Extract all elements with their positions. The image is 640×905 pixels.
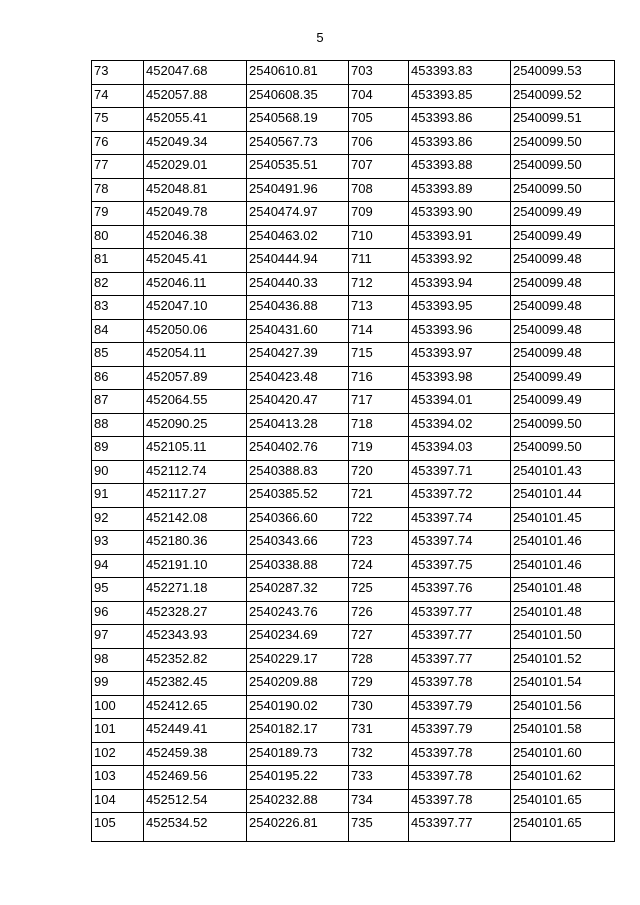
table-row (92, 507, 615, 531)
point-number-left-cell: 100 (92, 695, 144, 719)
table-row (92, 296, 615, 320)
x-coordinate-right-cell: 453397.78 (409, 789, 511, 813)
x-coordinate-right-cell: 453393.92 (409, 249, 511, 273)
point-number-left-cell: 96 (92, 601, 144, 625)
y-coordinate-left-cell: 2540431.60 (247, 319, 349, 343)
y-coordinate-left-cell: 2540385.52 (247, 484, 349, 508)
point-number-right-cell: 723 (349, 531, 409, 555)
y-coordinate-right-cell: 2540101.46 (511, 554, 615, 578)
x-coordinate-right-cell: 453393.96 (409, 319, 511, 343)
x-coordinate-left-cell: 452090.25 (144, 413, 247, 437)
y-coordinate-left-cell: 2540189.73 (247, 742, 349, 766)
y-coordinate-left-cell: 2540420.47 (247, 390, 349, 414)
x-coordinate-right-cell: 453397.78 (409, 766, 511, 790)
x-coordinate-right-cell: 453397.74 (409, 507, 511, 531)
x-coordinate-left-cell: 452191.10 (144, 554, 247, 578)
x-coordinate-right-cell: 453397.76 (409, 578, 511, 602)
y-coordinate-left-cell: 2540610.81 (247, 61, 349, 85)
x-coordinate-left-cell: 452029.01 (144, 155, 247, 179)
point-number-right-cell: 721 (349, 484, 409, 508)
x-coordinate-right-cell: 453397.77 (409, 648, 511, 672)
y-coordinate-left-cell: 2540427.39 (247, 343, 349, 367)
table-row (92, 766, 615, 790)
point-number-left-cell: 77 (92, 155, 144, 179)
table-row (92, 343, 615, 367)
table-row (92, 366, 615, 390)
point-number-right-cell: 711 (349, 249, 409, 273)
x-coordinate-left-cell: 452449.41 (144, 719, 247, 743)
x-coordinate-left-cell: 452057.88 (144, 84, 247, 108)
point-number-left-cell: 103 (92, 766, 144, 790)
x-coordinate-left-cell: 452046.11 (144, 272, 247, 296)
x-coordinate-left-cell: 452534.52 (144, 813, 247, 842)
y-coordinate-right-cell: 2540099.49 (511, 202, 615, 226)
y-coordinate-right-cell: 2540099.48 (511, 296, 615, 320)
x-coordinate-left-cell: 452328.27 (144, 601, 247, 625)
point-number-left-cell: 87 (92, 390, 144, 414)
y-coordinate-right-cell: 2540099.52 (511, 84, 615, 108)
y-coordinate-left-cell: 2540388.83 (247, 460, 349, 484)
x-coordinate-right-cell: 453393.94 (409, 272, 511, 296)
y-coordinate-left-cell: 2540568.19 (247, 108, 349, 132)
point-number-right-cell: 706 (349, 131, 409, 155)
x-coordinate-right-cell: 453397.72 (409, 484, 511, 508)
point-number-left-cell: 83 (92, 296, 144, 320)
x-coordinate-left-cell: 452382.45 (144, 672, 247, 696)
point-number-left-cell: 93 (92, 531, 144, 555)
point-number-right-cell: 732 (349, 742, 409, 766)
x-coordinate-left-cell: 452046.38 (144, 225, 247, 249)
point-number-right-cell: 714 (349, 319, 409, 343)
point-number-right-cell: 704 (349, 84, 409, 108)
point-number-right-cell: 715 (349, 343, 409, 367)
y-coordinate-right-cell: 2540099.48 (511, 319, 615, 343)
y-coordinate-left-cell: 2540343.66 (247, 531, 349, 555)
x-coordinate-right-cell: 453393.83 (409, 61, 511, 85)
x-coordinate-left-cell: 452050.06 (144, 319, 247, 343)
table-row (92, 202, 615, 226)
y-coordinate-left-cell: 2540190.02 (247, 695, 349, 719)
point-number-left-cell: 75 (92, 108, 144, 132)
point-number-right-cell: 733 (349, 766, 409, 790)
point-number-left-cell: 94 (92, 554, 144, 578)
point-number-left-cell: 102 (92, 742, 144, 766)
y-coordinate-right-cell: 2540101.60 (511, 742, 615, 766)
x-coordinate-right-cell: 453397.78 (409, 672, 511, 696)
table-row (92, 390, 615, 414)
y-coordinate-left-cell: 2540440.33 (247, 272, 349, 296)
point-number-right-cell: 716 (349, 366, 409, 390)
y-coordinate-left-cell: 2540229.17 (247, 648, 349, 672)
y-coordinate-left-cell: 2540209.88 (247, 672, 349, 696)
table-row (92, 672, 615, 696)
point-number-left-cell: 85 (92, 343, 144, 367)
x-coordinate-right-cell: 453397.79 (409, 719, 511, 743)
x-coordinate-right-cell: 453393.89 (409, 178, 511, 202)
y-coordinate-left-cell: 2540402.76 (247, 437, 349, 461)
point-number-left-cell: 80 (92, 225, 144, 249)
x-coordinate-left-cell: 452054.11 (144, 343, 247, 367)
table-row (92, 178, 615, 202)
x-coordinate-left-cell: 452142.08 (144, 507, 247, 531)
y-coordinate-right-cell: 2540099.53 (511, 61, 615, 85)
y-coordinate-left-cell: 2540474.97 (247, 202, 349, 226)
point-number-right-cell: 712 (349, 272, 409, 296)
point-number-right-cell: 724 (349, 554, 409, 578)
point-number-right-cell: 722 (349, 507, 409, 531)
x-coordinate-left-cell: 452117.27 (144, 484, 247, 508)
x-coordinate-left-cell: 452112.74 (144, 460, 247, 484)
table-row (92, 742, 615, 766)
y-coordinate-right-cell: 2540099.50 (511, 178, 615, 202)
point-number-left-cell: 99 (92, 672, 144, 696)
y-coordinate-left-cell: 2540608.35 (247, 84, 349, 108)
y-coordinate-right-cell: 2540099.48 (511, 272, 615, 296)
x-coordinate-left-cell: 452047.68 (144, 61, 247, 85)
coordinates-table-body (92, 61, 615, 842)
point-number-left-cell: 84 (92, 319, 144, 343)
page-number: 5 (316, 30, 324, 45)
x-coordinate-right-cell: 453397.78 (409, 742, 511, 766)
y-coordinate-right-cell: 2540101.62 (511, 766, 615, 790)
y-coordinate-left-cell: 2540444.94 (247, 249, 349, 273)
y-coordinate-left-cell: 2540338.88 (247, 554, 349, 578)
y-coordinate-left-cell: 2540366.60 (247, 507, 349, 531)
x-coordinate-right-cell: 453397.79 (409, 695, 511, 719)
table-row (92, 719, 615, 743)
table-row (92, 578, 615, 602)
x-coordinate-left-cell: 452352.82 (144, 648, 247, 672)
table-row (92, 789, 615, 813)
x-coordinate-right-cell: 453397.77 (409, 813, 511, 842)
y-coordinate-right-cell: 2540101.65 (511, 789, 615, 813)
point-number-left-cell: 98 (92, 648, 144, 672)
point-number-right-cell: 726 (349, 601, 409, 625)
table-row (92, 272, 615, 296)
x-coordinate-left-cell: 452048.81 (144, 178, 247, 202)
y-coordinate-left-cell: 2540413.28 (247, 413, 349, 437)
point-number-left-cell: 97 (92, 625, 144, 649)
table-row (92, 601, 615, 625)
point-number-left-cell: 78 (92, 178, 144, 202)
point-number-right-cell: 727 (349, 625, 409, 649)
x-coordinate-left-cell: 452343.93 (144, 625, 247, 649)
x-coordinate-left-cell: 452049.78 (144, 202, 247, 226)
y-coordinate-left-cell: 2540423.48 (247, 366, 349, 390)
y-coordinate-left-cell: 2540226.81 (247, 813, 349, 842)
point-number-right-cell: 729 (349, 672, 409, 696)
x-coordinate-right-cell: 453394.01 (409, 390, 511, 414)
y-coordinate-right-cell: 2540101.54 (511, 672, 615, 696)
y-coordinate-left-cell: 2540232.88 (247, 789, 349, 813)
x-coordinate-left-cell: 452180.36 (144, 531, 247, 555)
point-number-left-cell: 92 (92, 507, 144, 531)
point-number-left-cell: 90 (92, 460, 144, 484)
y-coordinate-right-cell: 2540101.45 (511, 507, 615, 531)
table-row (92, 61, 615, 85)
point-number-left-cell: 74 (92, 84, 144, 108)
y-coordinate-left-cell: 2540287.32 (247, 578, 349, 602)
table-row (92, 531, 615, 555)
point-number-left-cell: 88 (92, 413, 144, 437)
y-coordinate-right-cell: 2540101.43 (511, 460, 615, 484)
point-number-right-cell: 718 (349, 413, 409, 437)
x-coordinate-right-cell: 453393.85 (409, 84, 511, 108)
x-coordinate-right-cell: 453393.88 (409, 155, 511, 179)
y-coordinate-left-cell: 2540436.88 (247, 296, 349, 320)
y-coordinate-right-cell: 2540101.48 (511, 601, 615, 625)
point-number-right-cell: 708 (349, 178, 409, 202)
y-coordinate-right-cell: 2540099.48 (511, 343, 615, 367)
table-row (92, 225, 615, 249)
y-coordinate-right-cell: 2540101.48 (511, 578, 615, 602)
y-coordinate-right-cell: 2540099.50 (511, 131, 615, 155)
coordinates-table (91, 60, 615, 842)
x-coordinate-left-cell: 452057.89 (144, 366, 247, 390)
point-number-left-cell: 73 (92, 61, 144, 85)
point-number-right-cell: 728 (349, 648, 409, 672)
point-number-left-cell: 82 (92, 272, 144, 296)
table-row (92, 460, 615, 484)
point-number-right-cell: 717 (349, 390, 409, 414)
y-coordinate-right-cell: 2540101.65 (511, 813, 615, 842)
point-number-left-cell: 79 (92, 202, 144, 226)
table-row (92, 813, 615, 842)
point-number-left-cell: 105 (92, 813, 144, 842)
y-coordinate-left-cell: 2540567.73 (247, 131, 349, 155)
table-row (92, 484, 615, 508)
x-coordinate-left-cell: 452105.11 (144, 437, 247, 461)
y-coordinate-left-cell: 2540182.17 (247, 719, 349, 743)
y-coordinate-left-cell: 2540243.76 (247, 601, 349, 625)
point-number-left-cell: 81 (92, 249, 144, 273)
x-coordinate-left-cell: 452512.54 (144, 789, 247, 813)
x-coordinate-left-cell: 452064.55 (144, 390, 247, 414)
x-coordinate-left-cell: 452459.38 (144, 742, 247, 766)
x-coordinate-right-cell: 453393.86 (409, 108, 511, 132)
point-number-right-cell: 725 (349, 578, 409, 602)
x-coordinate-right-cell: 453397.71 (409, 460, 511, 484)
y-coordinate-right-cell: 2540101.58 (511, 719, 615, 743)
y-coordinate-left-cell: 2540234.69 (247, 625, 349, 649)
point-number-left-cell: 104 (92, 789, 144, 813)
y-coordinate-right-cell: 2540099.50 (511, 437, 615, 461)
x-coordinate-right-cell: 453393.97 (409, 343, 511, 367)
table-row (92, 413, 615, 437)
x-coordinate-right-cell: 453393.98 (409, 366, 511, 390)
table-row (92, 131, 615, 155)
table-row (92, 625, 615, 649)
table-row (92, 319, 615, 343)
x-coordinate-right-cell: 453397.77 (409, 625, 511, 649)
x-coordinate-left-cell: 452049.34 (144, 131, 247, 155)
y-coordinate-right-cell: 2540099.50 (511, 413, 615, 437)
x-coordinate-right-cell: 453393.91 (409, 225, 511, 249)
x-coordinate-right-cell: 453393.86 (409, 131, 511, 155)
y-coordinate-left-cell: 2540463.02 (247, 225, 349, 249)
y-coordinate-right-cell: 2540101.46 (511, 531, 615, 555)
point-number-left-cell: 101 (92, 719, 144, 743)
table-row (92, 84, 615, 108)
x-coordinate-right-cell: 453393.90 (409, 202, 511, 226)
table-row (92, 437, 615, 461)
point-number-right-cell: 710 (349, 225, 409, 249)
y-coordinate-left-cell: 2540535.51 (247, 155, 349, 179)
x-coordinate-right-cell: 453394.02 (409, 413, 511, 437)
x-coordinate-right-cell: 453397.75 (409, 554, 511, 578)
y-coordinate-right-cell: 2540099.50 (511, 155, 615, 179)
point-number-left-cell: 89 (92, 437, 144, 461)
point-number-right-cell: 720 (349, 460, 409, 484)
x-coordinate-right-cell: 453397.74 (409, 531, 511, 555)
y-coordinate-right-cell: 2540099.49 (511, 366, 615, 390)
y-coordinate-right-cell: 2540099.51 (511, 108, 615, 132)
point-number-right-cell: 703 (349, 61, 409, 85)
x-coordinate-left-cell: 452412.65 (144, 695, 247, 719)
y-coordinate-right-cell: 2540101.56 (511, 695, 615, 719)
point-number-right-cell: 734 (349, 789, 409, 813)
x-coordinate-left-cell: 452045.41 (144, 249, 247, 273)
table-row (92, 695, 615, 719)
point-number-right-cell: 705 (349, 108, 409, 132)
point-number-right-cell: 731 (349, 719, 409, 743)
x-coordinate-right-cell: 453394.03 (409, 437, 511, 461)
table-row (92, 108, 615, 132)
point-number-left-cell: 95 (92, 578, 144, 602)
y-coordinate-right-cell: 2540099.48 (511, 249, 615, 273)
point-number-left-cell: 76 (92, 131, 144, 155)
point-number-right-cell: 709 (349, 202, 409, 226)
y-coordinate-left-cell: 2540195.22 (247, 766, 349, 790)
x-coordinate-left-cell: 452047.10 (144, 296, 247, 320)
y-coordinate-right-cell: 2540101.44 (511, 484, 615, 508)
point-number-right-cell: 713 (349, 296, 409, 320)
point-number-right-cell: 735 (349, 813, 409, 842)
point-number-right-cell: 719 (349, 437, 409, 461)
y-coordinate-left-cell: 2540491.96 (247, 178, 349, 202)
point-number-left-cell: 91 (92, 484, 144, 508)
point-number-right-cell: 730 (349, 695, 409, 719)
x-coordinate-left-cell: 452271.18 (144, 578, 247, 602)
y-coordinate-right-cell: 2540101.52 (511, 648, 615, 672)
x-coordinate-left-cell: 452469.56 (144, 766, 247, 790)
x-coordinate-left-cell: 452055.41 (144, 108, 247, 132)
y-coordinate-right-cell: 2540101.50 (511, 625, 615, 649)
point-number-right-cell: 707 (349, 155, 409, 179)
table-row (92, 155, 615, 179)
table-row (92, 249, 615, 273)
point-number-left-cell: 86 (92, 366, 144, 390)
table-row (92, 648, 615, 672)
y-coordinate-right-cell: 2540099.49 (511, 225, 615, 249)
y-coordinate-right-cell: 2540099.49 (511, 390, 615, 414)
x-coordinate-right-cell: 453397.77 (409, 601, 511, 625)
x-coordinate-right-cell: 453393.95 (409, 296, 511, 320)
table-row (92, 554, 615, 578)
